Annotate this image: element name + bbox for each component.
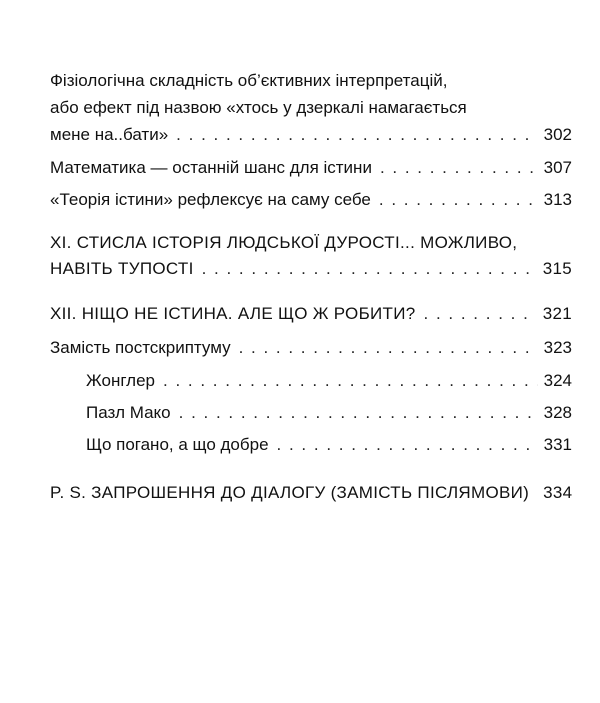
toc-entry-row xyxy=(50,123,572,147)
page-number: 315 xyxy=(542,259,572,278)
page-number: 334 xyxy=(543,483,573,502)
toc-entry-row xyxy=(50,481,572,505)
dot-leader xyxy=(424,302,537,326)
toc-entry-title: Що погано, а що добре xyxy=(86,435,269,454)
toc-subentry-row xyxy=(86,433,572,457)
toc-subentry-row xyxy=(86,401,572,425)
page-number: 302 xyxy=(543,125,572,144)
dot-leader xyxy=(202,257,537,281)
page-number: 313 xyxy=(543,190,572,209)
toc-entry-title: Пазл Мако xyxy=(86,403,171,422)
page-number: 321 xyxy=(542,304,572,323)
dot-leader xyxy=(163,369,538,393)
dot-leader xyxy=(179,401,538,425)
dot-leader xyxy=(380,156,538,180)
toc-entry-row xyxy=(50,302,572,326)
page-number: 323 xyxy=(543,338,572,357)
toc-entry-title: Замість постскриптуму xyxy=(50,338,231,357)
toc-entry-title: «Теорія істини» рефлексує на саму себе xyxy=(50,190,371,209)
toc-entry-title: XII. НІЩО НЕ ІСТИНА. АЛЕ ЩО Ж РОБИТИ? xyxy=(50,304,416,323)
toc-subentry-row xyxy=(86,369,572,393)
toc-entry-title: Жонглер xyxy=(86,371,156,390)
toc-entry-title: НАВІТЬ ТУПОСТІ xyxy=(50,259,194,278)
toc-entry-row xyxy=(50,188,572,212)
toc-entry-title: Математика — останній шанс для істини xyxy=(50,158,372,177)
page-number: 331 xyxy=(543,435,572,454)
toc-entry-title: мене на..бати» xyxy=(50,125,169,144)
dot-leader xyxy=(379,188,538,212)
page-number: 307 xyxy=(543,158,572,177)
dot-leader xyxy=(277,433,538,457)
toc-entry-line: або ефект під назвою «хтось у дзеркалі намагається xyxy=(50,98,467,117)
toc-entry-title: P. S. ЗАПРОШЕННЯ ДО ДІАЛОГУ (ЗАМІСТЬ ПІСЛЯМОВИ) xyxy=(50,483,530,502)
page-number: 324 xyxy=(543,371,572,390)
dot-leader xyxy=(176,123,537,147)
page-number: 328 xyxy=(543,403,572,422)
toc-entry-row xyxy=(50,336,572,360)
toc-entry-line: Фізіологічна складність об’єктивних інтерпретацій, xyxy=(50,71,448,90)
dot-leader xyxy=(239,336,538,360)
toc-entry-line: XI. СТИСЛА ІСТОРІЯ ЛЮДСЬКОЇ ДУРОСТІ... МОЖЛИВО, xyxy=(50,233,518,252)
toc-entry-row xyxy=(50,156,572,180)
toc-entry-row xyxy=(50,257,572,281)
